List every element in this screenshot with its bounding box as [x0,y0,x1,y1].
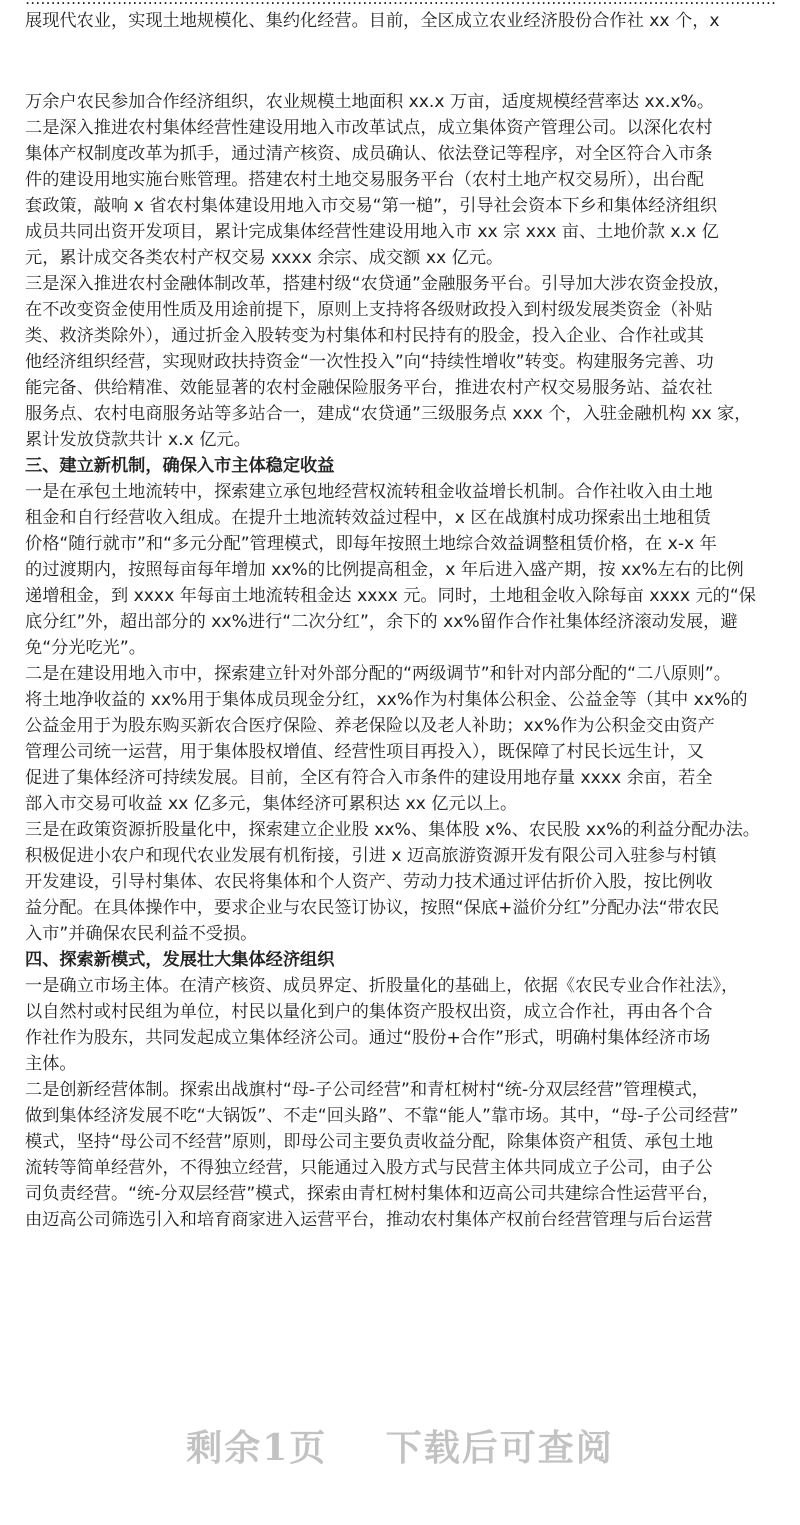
body-text-line: 累计发放贷款共计 x.x 亿元。 [25,430,251,450]
download-prompt[interactable] [0,1420,800,1471]
body-text-line: 能完备、供给精准、效能显著的农村金融保险服务平台，推进农村产权交易服务站、益农社 [25,378,713,398]
body-text-line: 递增租金，到 xxxx 年每亩土地流转租金达 xxxx 元。同时，土地租金收入除每亩 xxxx 元的“保 [25,586,756,606]
body-text-line: 二是创新经营体制。探索出战旗村“母-子公司经营”和青杠树村“统-分双层经营”管理模式， [25,1080,709,1100]
body-text-line: 二是深入推进农村集体经营性建设用地入市改革试点，成立集体资产管理公司。以深化农村 [25,118,713,138]
body-text-line: 类、救济类除外），通过折金入股转变为村集体和村民持有的股金，投入企业、合作社或其 [25,326,704,346]
body-text-line: 开发建设，引导村集体、农民将集体和个人资产、劳动力技术通过评估折价入股，按比例收 [25,872,713,892]
body-text-line: 他经济组织经营，实现财政扶持资金“一次性投入”向“持续性增收”转变。构建服务完善、功 [25,352,714,372]
body-text-line: 将土地净收益的 xx%用于集体成员现金分红，xx%作为村集体公积金、公益金等（其中 xx%的 [25,690,748,710]
body-text-line: 由迈高公司筛选引入和培育商家进入运营平台，推动农村集体产权前台经营管理与后台运营 [25,1210,713,1230]
body-text-line: 套政策，敲响 x 省农村集体建设用地入市交易“第一槌”，引导社会资本下乡和集体经济组织 [25,196,718,216]
body-text-line: 二是在建设用地入市中，探索建立针对外部分配的“两级调节”和针对内部分配的“二八原则”。 [25,664,731,684]
body-text-line: 三是在政策资源折股量化中，探索建立企业股 xx%、集体股 x%、农民股 xx%的利益分配办法。 [25,820,760,840]
download-to-read-text: 下载后可查阅 [385,1427,614,1469]
body-text-line: 在不改变资金使用性质及用途前提下，原则上支持将各级财政投入到村级发展类资金（补贴 [25,300,713,320]
body-text-line: 一是在承包土地流转中，探索建立承包地经营权流转租金收益增长机制。合作社收入由土地 [25,482,713,502]
body-text-line: 入市”并确保农民利益不受损。 [25,924,258,944]
body-text-line: 以自然村或村民组为单位，村民以量化到户的集体资产股权出资，成立合作社，再由各个合 [25,1002,713,1022]
body-text-line: 万余户农民参加合作经济组织，农业规模土地面积 xx.x 万亩，适度规模经营率达 xx.x%。 [25,92,715,112]
body-text-line: 促进了集体经济可持续发展。目前，全区有符合入市条件的建设用地存量 xxxx 余亩，若全 [25,768,713,788]
body-text-line: 免“分光吃光”。 [25,638,146,658]
body-text-line: 模式，坚持“母公司不经营”原则，即母公司主要负责收益分配，除集体资产租赁、承包土地 [25,1132,714,1152]
body-text-line: 集体产权制度改革为抓手，通过清产核资、成员确认、依法登记等程序，对全区符合入市条 [25,144,713,164]
body-text-line: 底分红”外，超出部分的 xx%进行“二次分红”，余下的 xx%留作合作社集体经济滚动发展，避 [25,612,738,632]
remaining-pages-text: 剩余1页 [186,1427,328,1469]
body-text-line: 一是确立市场主体。在清产核资、成员界定、折股量化的基础上，依据《农民专业合作社法》， [25,976,739,996]
body-text-line: 元，累计成交各类农村产权交易 xxxx 余宗、成交额 xx 亿元。 [25,248,504,268]
body-text-line: 司负责经营。“统-分双层经营”模式，探索由青杠树村集体和迈高公司共建综合性运营平台， [25,1184,720,1204]
body-text-line: 管理公司统一运营，用于集体股权增值、经营性项目再投入），既保障了村民长远生计，又 [25,742,704,762]
body-text-line: 租金和自行经营收入组成。在提升土地流转效益过程中，x 区在战旗村成功探索出土地租赁 [25,508,711,528]
fragment-line [25,0,776,10]
previous-page-fragment [0,0,800,58]
body-text-line: 公益金用于为股东购买新农合医疗保险、养老保险以及老人补助；xx%作为公积金交由资产 [25,716,715,736]
body-text-line: 服务点、农村电商服务站等多站合一，建成“农贷通”三级服务点 xxx 个，入驻金融机构 xx 家， [25,404,752,424]
body-text-line: 流转等简单经营外，不得独立经营，只能通过入股方式与民营主体共同成立子公司，由子公 [25,1158,713,1178]
section-heading: 四、探索新模式，发展壮大集体经济组织 [25,950,335,970]
body-text-line: 主体。 [25,1054,77,1074]
body-text-line: 作社作为股东，共同发起成立集体经济公司。通过“股份+合作”形式，明确村集体经济市场 [25,1028,711,1048]
body-text-line: 积极促进小农户和现代农业发展有机衔接，引进 x 迈高旅游资源开发有限公司入驻参与村镇 [25,846,717,866]
body-text-line: 成员共同出资开发项目，累计完成集体经营性建设用地入市 xx 宗 xxx 亩、土地价款 x.x 亿 [25,222,719,242]
body-text-line: 的过渡期内，按照每亩每年增加 xx%的比例提高租金，x 年后进入盛产期，按 xx%左右的比例 [25,560,744,580]
body-text-line: 价格“随行就市”和“多元分配”管理模式，即每年按照土地综合效益调整租赁价格，在 x-x 年 [25,534,717,554]
body-text-line: 件的建设用地实施台账管理。搭建农村土地交易服务平台（农村土地产权交易所），出台配 [25,170,704,190]
fragment-line: 展现代农业，实现土地规模化、集约化经营。目前，全区成立农业经济股份合作社 xx 个，x [25,11,720,31]
body-text-line: 部入市交易可收益 xx 亿多元，集体经济可累积达 xx 亿元以上。 [25,794,518,814]
body-text-line: 三是深入推进农村金融体制改革，搭建村级“农贷通”金融服务平台。引导加大涉农资金投放， [25,274,731,294]
section-heading: 三、建立新机制，确保入市主体稳定收益 [25,456,335,476]
body-text-line: 益分配。在具体操作中，要求企业与农民签订协议，按照“保底+溢价分红”分配办法“带农民 [25,898,720,918]
body-text-line: 做到集体经济发展不吃“大锅饭”、不走“回头路”、不靠“能人”靠市场。其中，“母-子公司经营” [25,1106,739,1126]
